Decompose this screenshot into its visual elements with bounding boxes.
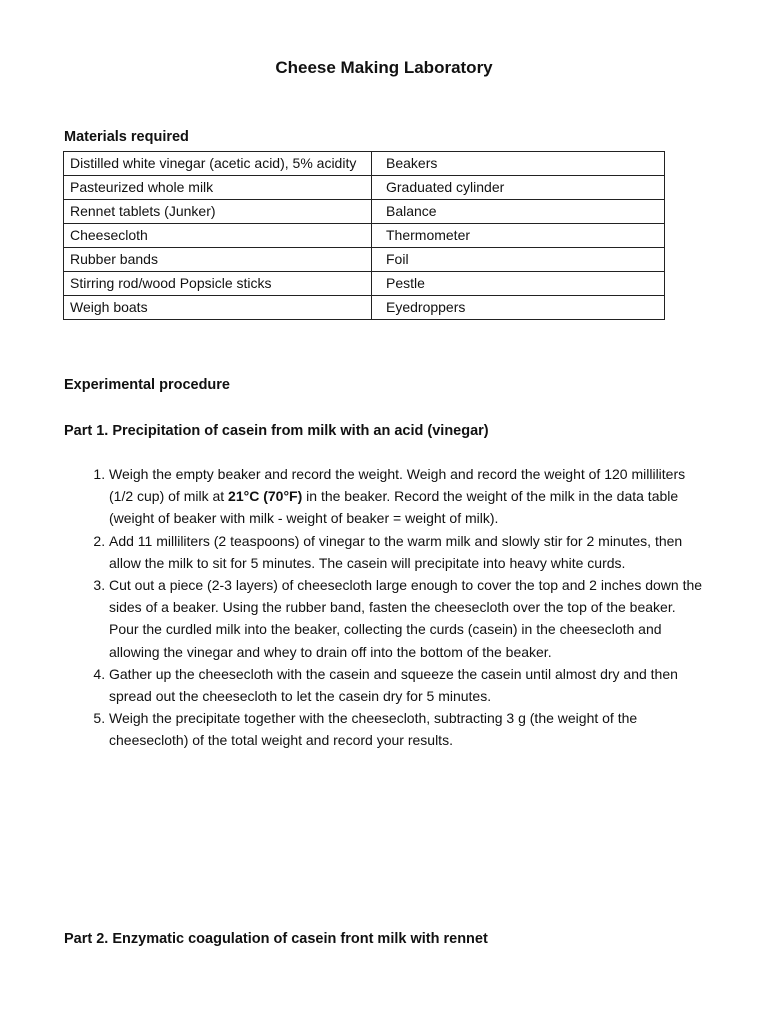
list-item: 4. Gather up the cheesecloth with the casein and squeeze the casein until almost dry and then spread out the cheesecloth to let the casein dry for 5 minutes. xyxy=(109,663,708,707)
materials-heading: Materials required xyxy=(64,129,189,145)
table-cell: Eyedroppers xyxy=(372,296,665,320)
table-cell: Thermometer xyxy=(372,224,665,248)
table-row xyxy=(64,272,665,296)
table-row xyxy=(64,200,665,224)
table-cell: Stirring rod/wood Popsicle sticks xyxy=(64,272,372,296)
table-row xyxy=(64,248,665,272)
list-item xyxy=(109,463,708,530)
table-cell: Distilled white vinegar (acetic acid), 5% acidity xyxy=(64,152,372,176)
table-cell: Cheesecloth xyxy=(64,224,372,248)
page-title: Cheese Making Laboratory xyxy=(275,58,493,77)
table-cell: Pestle xyxy=(372,272,665,296)
list-item: 2. Add 11 milliliters (2 teaspoons) of vinegar to the warm milk and slowly stir for 2 minutes, then allow the milk to sit for 5 minutes. The casein will precipitate into heavy white curds. xyxy=(109,530,708,574)
table-cell: Rubber bands xyxy=(64,248,372,272)
table-cell: Beakers xyxy=(372,152,665,176)
part1-steps-list xyxy=(64,463,708,752)
table-row xyxy=(64,176,665,200)
table-cell: Pasteurized whole milk xyxy=(64,176,372,200)
materials-table xyxy=(63,151,665,320)
part2-heading: Part 2. Enzymatic coagulation of casein front milk with rennet xyxy=(64,931,488,947)
step-text: in the beaker. Record the weight of the milk in the data table (weight of beaker with milk - weight of beaker = weight of milk). xyxy=(109,488,679,527)
table-cell: Rennet tablets (Junker) xyxy=(64,200,372,224)
table-row xyxy=(64,296,665,320)
table-cell: Foil xyxy=(372,248,665,272)
step-temperature: 21°C (70°F) xyxy=(228,488,303,505)
list-item: 5. Weigh the precipitate together with the cheesecloth, subtracting 3 g (the weight of the cheesecloth) of the total weight and record your results. xyxy=(109,707,708,751)
table-row xyxy=(64,224,665,248)
table-row xyxy=(64,152,665,176)
step-text: Weigh the empty beaker and record the weight. Weigh and record the weight of 120 milliliters (1/2 cup) of milk at xyxy=(109,466,686,505)
table-cell: Balance xyxy=(372,200,665,224)
list-item: 3. Cut out a piece (2-3 layers) of cheesecloth large enough to cover the top and 2 inches down the sides of a beaker. Using the rubber band, fasten the cheesecloth over the top of the beaker. Pour the curdled milk into the beaker, collecting the curds (casein) in the cheesecloth and allowing the vinegar and whey to drain off into the bottom of the beaker. xyxy=(109,574,708,663)
table-cell: Graduated cylinder xyxy=(372,176,665,200)
procedure-heading: Experimental procedure xyxy=(64,377,230,393)
table-cell: Weigh boats xyxy=(64,296,372,320)
part1-heading: Part 1. Precipitation of casein from milk with an acid (vinegar) xyxy=(64,423,489,439)
